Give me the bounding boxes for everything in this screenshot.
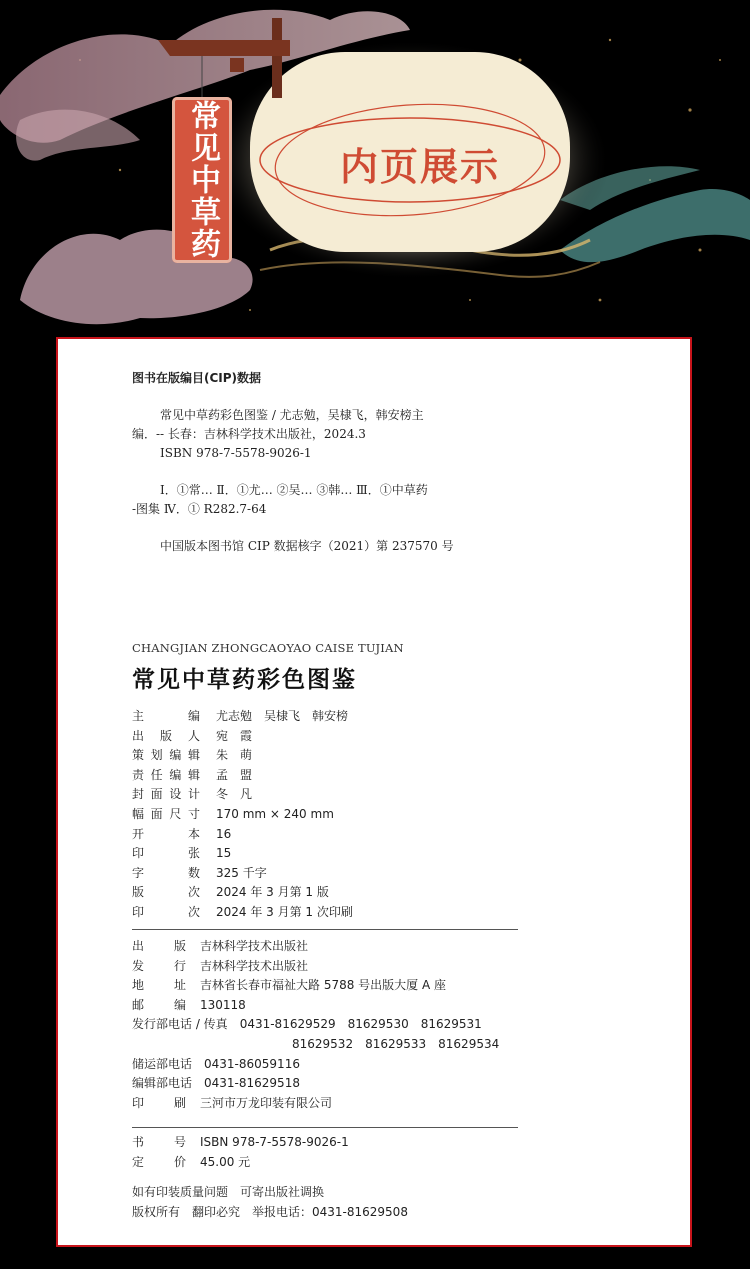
info-label: 发 行 [132,958,186,973]
info-value: 尤志勉 吴棣飞 韩安榜 [216,709,349,723]
banner-title: 内页展示 [339,145,500,189]
info-value: 325 千字 [216,865,267,880]
info-row [132,1094,532,1114]
info-row [132,1055,532,1075]
isbn-list [132,1133,532,1172]
info-label: 主 编 [132,709,200,723]
info-label: 出 版 人 [132,728,200,743]
info-value: 吉林科学技术出版社 [200,939,309,953]
info-label: 出 版 [132,939,186,953]
info-label: 印 张 [132,846,200,861]
info-row [132,727,532,747]
info-row [132,707,532,727]
info-label: 编辑部电话 [132,1076,193,1091]
info-row [132,1035,532,1055]
notice-block [132,1183,532,1222]
info-row [132,785,532,805]
info-value: 朱 萌 [216,748,253,763]
info-row [132,957,532,977]
book-name-tag [172,97,232,263]
info-row [132,976,532,996]
info-value: 0431-81629518 [204,1076,300,1091]
info-label: 封 面 设 计 [132,787,200,802]
info-label: 书 号 [132,1135,186,1149]
info-label: 开 本 [132,826,200,841]
info-row [132,1133,532,1153]
cip-line: ISBN 978-7-5578-9026-1 [160,446,312,460]
info-label: 版 次 [132,885,200,900]
info-row [132,1074,532,1094]
cip-line: 中国版本图书馆 CIP 数据核字（2021）第 237570 号 [160,539,454,553]
info-row [132,996,532,1016]
info-value: 16 [216,826,232,841]
book-title: 常见中草药彩色图鉴 [132,667,357,693]
header-banner [0,0,750,340]
info-value: 81629532 81629533 81629534 [292,1036,500,1051]
info-row [132,825,532,845]
info-label: 邮 编 [132,997,186,1012]
info-value: 130118 [200,997,246,1012]
info-value: 宛 霞 [216,728,253,743]
cip-line: 常见中草药彩色图鉴 / 尤志勉，吴棣飞，韩安榜主 [160,408,424,422]
info-row [132,937,532,957]
info-value: 2024 年 3 月第 1 版 [216,885,329,900]
info-value: 45.00 元 [200,1154,251,1169]
info-row [132,746,532,766]
info-label: 储运部电话 [132,1056,193,1071]
info-value: 三河市万龙印装有限公司 [200,1095,333,1110]
info-value: 0431-86059116 [204,1056,300,1071]
info-value: 吉林科学技术出版社 [200,958,309,973]
info-label: 印 刷 [132,1095,186,1110]
info-value: 15 [216,846,232,861]
notice-line: 如有印装质量问题 可寄出版社调换 [132,1185,325,1199]
publisher-list [132,937,532,1113]
book-name-tag-text: 常见中草药 [185,100,220,260]
info-label: 字 数 [132,865,200,880]
info-value: 吉林省长春市福祉大路 5788 号出版大厦 A 座 [200,978,447,993]
info-label: 幅 面 尺 寸 [132,806,200,821]
divider [132,1127,518,1128]
info-row [132,766,532,786]
info-label: 发行部电话 / 传真 [132,1017,228,1032]
cip-block [132,369,472,556]
info-label: 责 任 编 辑 [132,767,200,782]
info-label: 印 次 [132,904,200,919]
info-row [132,805,532,825]
info-value: 冬 凡 [216,787,253,802]
credits-list [132,707,532,923]
notice-line: 版权所有 翻印必究 举报电话：0431-81629508 [132,1204,408,1219]
cip-line: Ⅰ．①常… Ⅱ．①尤… ②吴… ③韩… Ⅲ．①中草药 [160,483,428,497]
info-row [132,1015,532,1035]
cip-line: -图集 Ⅳ．① R282.7-64 [132,502,267,516]
info-label: 定 价 [132,1154,186,1169]
cip-heading: 图书在版编目(CIP)数据 [132,371,262,385]
info-value: 2024 年 3 月第 1 次印刷 [216,904,353,919]
info-row [132,903,532,923]
divider [132,929,518,930]
book-pinyin-title: CHANGJIAN ZHONGCAOYAO CAISE TUJIAN [132,641,404,655]
info-value: ISBN 978-7-5578-9026-1 [200,1135,349,1149]
info-row [132,844,532,864]
info-label: 地 址 [132,978,186,993]
info-value: 孟 盟 [216,767,253,782]
copyright-page [56,337,692,1247]
info-row [132,864,532,884]
cip-line: 编．-- 长春：吉林科学技术出版社，2024.3 [132,427,366,441]
info-row [132,883,532,903]
info-value: 0431-81629529 81629530 81629531 [239,1017,482,1032]
info-value: 170 mm × 240 mm [216,806,334,821]
info-row [132,1153,532,1173]
info-label: 策 划 编 辑 [132,748,200,763]
